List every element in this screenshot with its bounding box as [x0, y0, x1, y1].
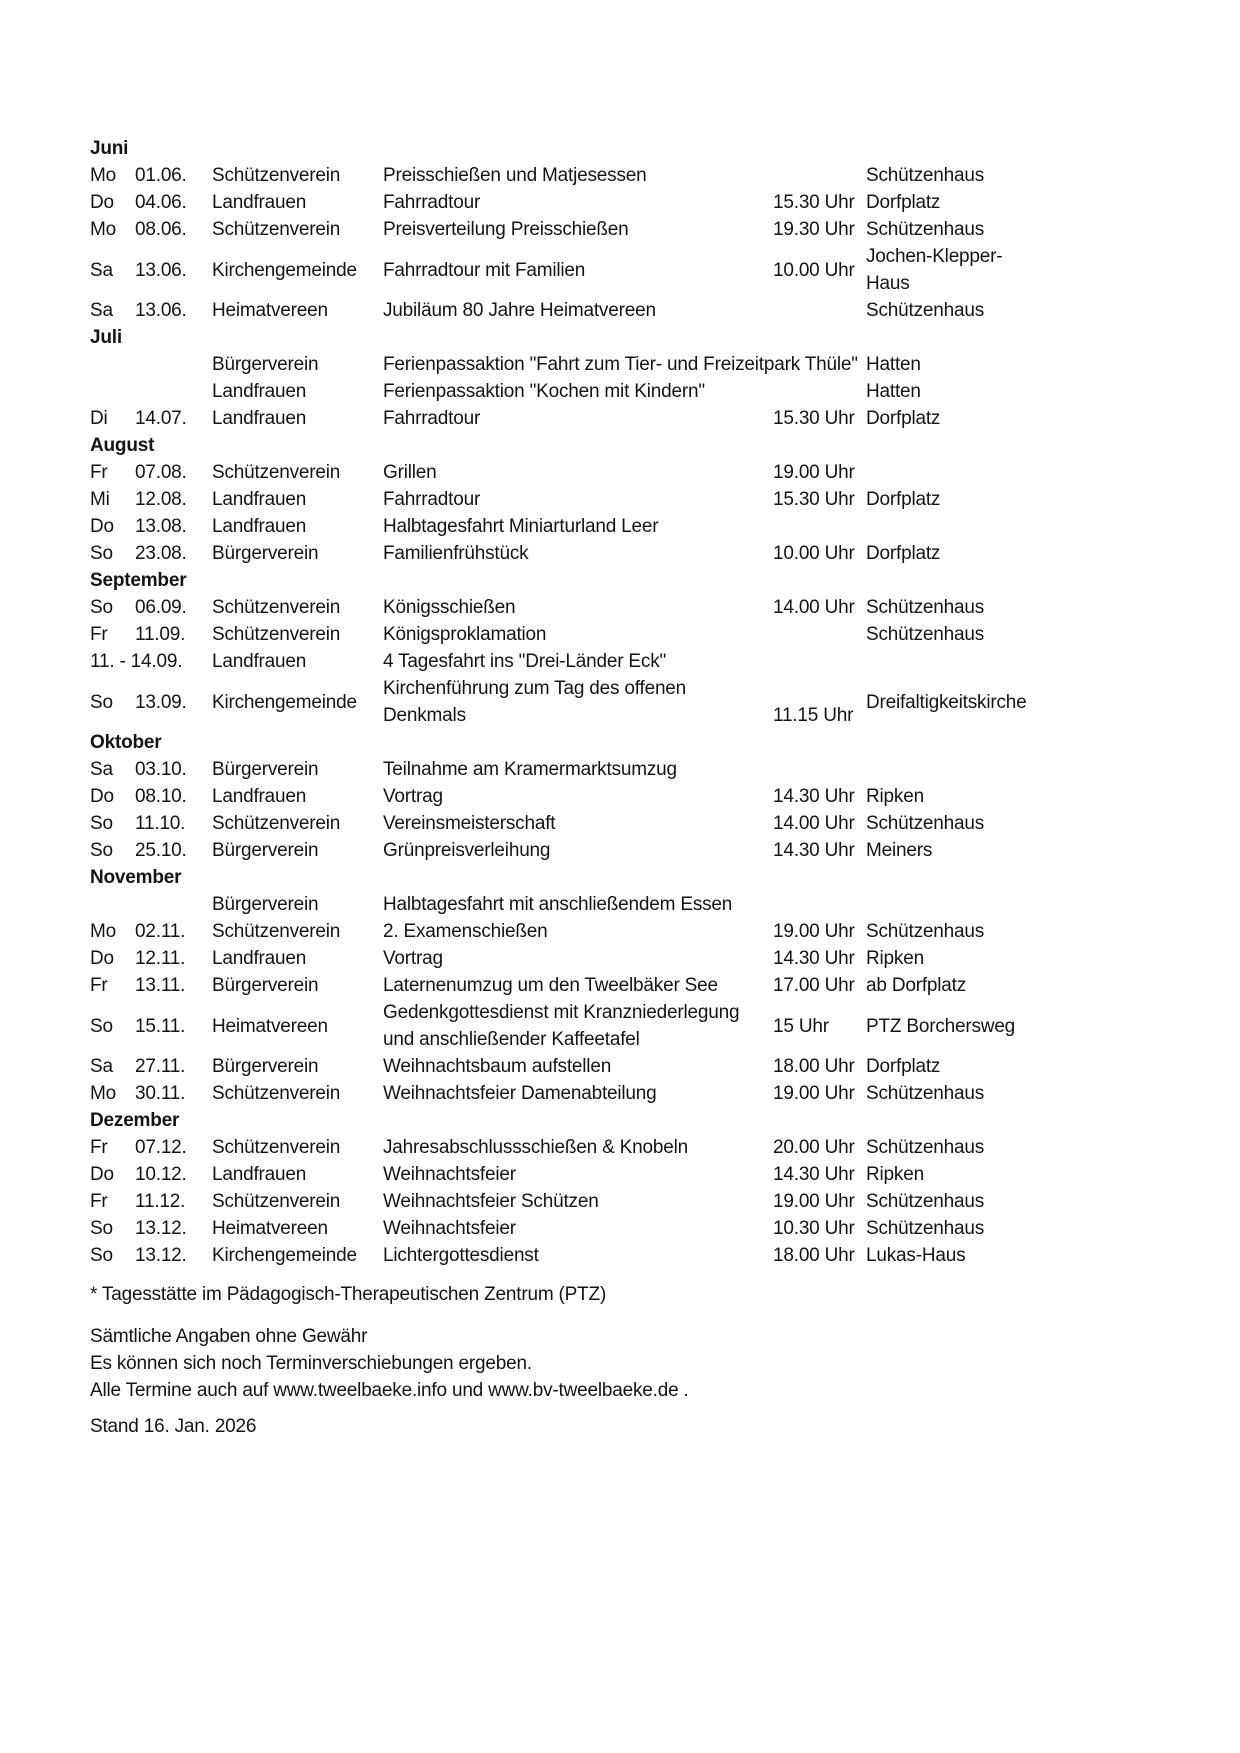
month-header: Dezember [90, 1110, 180, 1131]
date-cell: 15.11. [135, 1015, 186, 1037]
time-cell: 15 Uhr [773, 1015, 829, 1037]
event-cell: Fahrradtour mit Familien [383, 259, 586, 281]
event-row [90, 216, 1031, 243]
time-cell: 18.00 Uhr [773, 1056, 855, 1077]
weekday-cell: Do [90, 948, 114, 969]
weekday-cell: Do [90, 786, 114, 807]
date-cell: 01.06. [135, 165, 187, 186]
weekday-cell: Fr [90, 1191, 108, 1212]
event-cell: Jahresabschlussschießen & Knobeln [383, 1137, 688, 1158]
organizer-cell: Schützenverein [212, 165, 341, 186]
event-row [90, 810, 1031, 837]
month-header: Oktober [90, 732, 162, 753]
event-row [90, 378, 1031, 405]
weekday-cell: Fr [90, 1137, 108, 1158]
date-cell: 12.11. [135, 948, 186, 969]
weekday-cell: Mo [90, 165, 116, 186]
event-cell: Fahrradtour [383, 408, 481, 429]
event-cell: Weihnachtsfeier [383, 1218, 516, 1239]
weekday-cell [90, 351, 135, 378]
time-cell: 15.30 Uhr [773, 408, 855, 429]
weekday-cell [90, 891, 135, 918]
event-cell: Königsproklamation [383, 624, 547, 645]
organizer-cell: Landfrauen [212, 192, 307, 213]
event-cell: Grillen [383, 462, 437, 483]
disclaimer-line: Sämtliche Angaben ohne Gewähr [90, 1326, 368, 1347]
organizer-cell: Landfrauen [212, 408, 307, 429]
date-cell: 03.10. [135, 759, 187, 780]
date-cell: 27.11. [135, 1056, 186, 1077]
location-cell: Dorfplatz [866, 489, 941, 510]
month-row [90, 432, 1031, 459]
location-cell: Dorfplatz [866, 543, 941, 564]
month-header: September [90, 570, 187, 591]
date-cell: 23.08. [135, 543, 187, 564]
event-cell: Weihnachtsfeier Schützen [383, 1191, 599, 1212]
organizer-cell: Schützenverein [212, 462, 341, 483]
organizer-cell: Kirchengemeinde [212, 259, 357, 281]
date-cell: 06.09. [135, 597, 187, 618]
weekday-cell: So [90, 1218, 113, 1239]
location-cell: Hatten [866, 381, 921, 402]
location-cell [866, 891, 1031, 918]
date-cell: 08.06. [135, 219, 187, 240]
weekday-cell: So [90, 1015, 113, 1037]
location-cell: Ripken [866, 948, 924, 969]
event-row [90, 648, 1031, 675]
weekday-cell: Fr [90, 462, 108, 483]
disclaimer-line: Alle Termine auch auf www.tweelbaeke.info und www.bv-tweelbaeke.de . [90, 1380, 689, 1401]
organizer-cell: Schützenverein [212, 921, 341, 942]
month-row [90, 567, 1031, 594]
event-cell: Halbtagesfahrt Miniarturland Leer [383, 516, 659, 537]
weekday-cell [90, 378, 135, 405]
organizer-cell: Bürgerverein [212, 759, 319, 780]
organizer-cell: Schützenverein [212, 1083, 341, 1104]
time-cell: 14.30 Uhr [773, 840, 855, 861]
organizer-cell: Schützenverein [212, 219, 341, 240]
time-cell: 17.00 Uhr [773, 975, 855, 996]
month-header: Juli [90, 327, 122, 348]
location-cell: Schützenhaus [866, 921, 985, 942]
weekday-cell: Sa [90, 300, 113, 321]
event-cell: Preisverteilung Preisschießen [383, 219, 629, 240]
organizer-cell: Bürgerverein [212, 894, 319, 915]
time-cell: 14.30 Uhr [773, 1164, 855, 1185]
event-row [90, 621, 1031, 648]
weekday-cell: Di [90, 408, 108, 429]
date-cell: 14.07. [135, 408, 187, 429]
date-cell: 10.12. [135, 1164, 187, 1185]
event-row [90, 351, 1031, 378]
month-row [90, 729, 1031, 756]
time-cell: 10.00 Uhr [773, 259, 855, 281]
date-cell: 07.12. [135, 1137, 187, 1158]
weekday-cell: Fr [90, 624, 108, 645]
date-cell: 02.11. [135, 921, 186, 942]
event-row [90, 1188, 1031, 1215]
event-row [90, 1134, 1031, 1161]
stand-date: Stand 16. Jan. 2026 [90, 1416, 257, 1437]
weekday-cell: Do [90, 516, 114, 537]
event-cell: Weihnachtsfeier [383, 1164, 516, 1185]
event-row [90, 675, 1031, 729]
time-cell: 20.00 Uhr [773, 1137, 855, 1158]
organizer-cell: Landfrauen [212, 1164, 307, 1185]
event-row [90, 162, 1031, 189]
location-cell: PTZ Borchersweg [866, 1015, 1016, 1037]
weekday-cell: So [90, 840, 113, 861]
date-cell: 13.12. [135, 1245, 187, 1266]
date-cell: 13.11. [135, 975, 186, 996]
organizer-cell: Heimatvereen [212, 1015, 328, 1037]
date-cell [135, 378, 212, 405]
event-row [90, 459, 1031, 486]
location-cell [866, 513, 1031, 540]
event-cell: 4 Tagesfahrt ins "Drei-Länder Eck" [383, 651, 667, 672]
location-cell [866, 459, 1031, 486]
time-cell: 14.30 Uhr [773, 948, 855, 969]
date-cell: 11.10. [135, 813, 186, 834]
organizer-cell: Heimatvereen [212, 1218, 328, 1239]
weekday-cell: Fr [90, 975, 108, 996]
organizer-cell: Kirchengemeinde [212, 1245, 357, 1266]
organizer-cell: Bürgerverein [212, 840, 319, 861]
event-row [90, 405, 1031, 432]
organizer-cell: Landfrauen [212, 651, 307, 672]
event-row [90, 999, 1031, 1053]
location-cell: Schützenhaus [866, 1218, 985, 1239]
location-cell: ab Dorfplatz [866, 975, 967, 996]
date-cell: 13.09. [135, 691, 187, 713]
time-cell: 14.30 Uhr [773, 786, 855, 807]
month-header: November [90, 867, 182, 888]
time-cell: 11.15 Uhr [773, 705, 854, 726]
event-cell: Vereinsmeisterschaft [383, 813, 556, 834]
location-cell: Jochen-Klepper- Haus [866, 246, 1003, 294]
location-cell: Ripken [866, 786, 924, 807]
event-cell: Lichtergottesdienst [383, 1245, 539, 1266]
time-cell: 18.00 Uhr [773, 1245, 855, 1266]
event-cell: Weihnachtsfeier Damenabteilung [383, 1083, 657, 1104]
event-cell: Fahrradtour [383, 192, 481, 213]
event-cell: Königsschießen [383, 597, 516, 618]
time-cell: 14.00 Uhr [773, 597, 855, 618]
time-cell: 15.30 Uhr [773, 192, 855, 213]
event-row [90, 783, 1031, 810]
event-cell: Vortrag [383, 948, 443, 969]
organizer-cell: Schützenverein [212, 1191, 341, 1212]
date-cell: 13.06. [135, 300, 187, 321]
date-cell: 11.12. [135, 1191, 186, 1212]
event-cell: Halbtagesfahrt mit anschließendem Essen [383, 894, 733, 915]
event-row [90, 1242, 1031, 1269]
weekday-cell: So [90, 1245, 113, 1266]
location-cell: Hatten [866, 354, 921, 375]
organizer-cell: Landfrauen [212, 516, 307, 537]
organizer-cell: Heimatvereen [212, 300, 328, 321]
month-header: Juni [90, 138, 129, 159]
date-cell [135, 351, 212, 378]
event-cell: Gedenkgottesdienst mit Kranzniederlegung und anschließender Kaffeetafel [383, 1002, 740, 1050]
location-cell: Ripken [866, 1164, 924, 1185]
organizer-cell: Schützenverein [212, 813, 341, 834]
location-cell: Schützenhaus [866, 813, 985, 834]
location-cell: Schützenhaus [866, 1191, 985, 1212]
event-row [90, 1215, 1031, 1242]
event-row [90, 1080, 1031, 1107]
organizer-cell: Schützenverein [212, 1137, 341, 1158]
event-cell: Familienfrühstück [383, 543, 529, 564]
organizer-cell: Kirchengemeinde [212, 691, 357, 713]
location-cell: Schützenhaus [866, 300, 985, 321]
event-row [90, 189, 1031, 216]
time-cell: 10.00 Uhr [773, 543, 855, 564]
weekday-cell: Do [90, 192, 114, 213]
organizer-cell: Landfrauen [212, 948, 307, 969]
time-cell: 19.00 Uhr [773, 462, 855, 483]
event-row [90, 486, 1031, 513]
weekday-cell: So [90, 543, 113, 564]
event-cell: Ferienpassaktion "Fahrt zum Tier- und Freizeitpark Thüle" [383, 354, 858, 375]
location-cell: Meiners [866, 840, 933, 861]
location-cell: Dorfplatz [866, 192, 941, 213]
date-cell [135, 891, 212, 918]
event-cell: Jubiläum 80 Jahre Heimatvereen [383, 300, 656, 321]
date-cell: 11.09. [135, 624, 186, 645]
event-row [90, 513, 1031, 540]
weekday-cell: Sa [90, 759, 113, 780]
event-cell: Teilnahme am Kramermarktsumzug [383, 759, 677, 780]
event-row [90, 945, 1031, 972]
event-cell: Weihnachtsbaum aufstellen [383, 1056, 612, 1077]
event-row [90, 918, 1031, 945]
weekday-cell: Do [90, 1164, 114, 1185]
ptz-footnote: * Tagesstätte im Pädagogisch-Therapeutischen Zentrum (PTZ) [90, 1284, 607, 1305]
time-cell: 10.30 Uhr [773, 1218, 855, 1239]
organizer-cell: Schützenverein [212, 597, 341, 618]
location-cell: Dreifaltigkeitskirche [866, 691, 1027, 713]
organizer-cell: Bürgerverein [212, 1056, 319, 1077]
event-row [90, 972, 1031, 999]
month-row [90, 324, 1031, 351]
organizer-cell: Bürgerverein [212, 543, 319, 564]
event-row [90, 243, 1031, 297]
location-cell: Lukas-Haus [866, 1245, 966, 1266]
event-row [90, 756, 1031, 783]
location-cell: Schützenhaus [866, 624, 985, 645]
event-cell: 2. Examenschießen [383, 921, 548, 942]
time-cell: 14.00 Uhr [773, 813, 855, 834]
organizer-cell: Bürgerverein [212, 975, 319, 996]
weekday-cell: Sa [90, 1056, 113, 1077]
time-cell: 19.00 Uhr [773, 1191, 855, 1212]
weekday-cell: Mo [90, 921, 116, 942]
organizer-cell: Landfrauen [212, 786, 307, 807]
weekday-cell: So [90, 813, 113, 834]
date-cell: 08.10. [135, 786, 187, 807]
organizer-cell: Bürgerverein [212, 354, 319, 375]
date-cell: 13.08. [135, 516, 187, 537]
location-cell: Schützenhaus [866, 1083, 985, 1104]
organizer-cell: Landfrauen [212, 489, 307, 510]
location-cell: Schützenhaus [866, 1137, 985, 1158]
month-header: August [90, 435, 155, 456]
event-row [90, 837, 1031, 864]
schedule-table-body [90, 135, 1031, 1269]
date-cell: 12.08. [135, 489, 187, 510]
weekday-cell: Mi [90, 489, 110, 510]
organizer-cell: Landfrauen [212, 381, 307, 402]
disclaimer-line: Es können sich noch Terminverschiebungen ergeben. [90, 1353, 532, 1374]
event-row [90, 1053, 1031, 1080]
disclaimer-block [90, 1323, 1180, 1404]
location-cell: Dorfplatz [866, 1056, 941, 1077]
date-cell: 07.08. [135, 462, 187, 483]
event-cell: Ferienpassaktion "Kochen mit Kindern" [383, 381, 705, 402]
location-cell [866, 648, 1031, 675]
event-row [90, 891, 1031, 918]
event-cell: Preisschießen und Matjesessen [383, 165, 647, 186]
time-cell: 19.30 Uhr [773, 219, 855, 240]
event-row [90, 540, 1031, 567]
date-cell: 30.11. [135, 1083, 186, 1104]
time-cell: 15.30 Uhr [773, 489, 855, 510]
location-cell: Dorfplatz [866, 408, 941, 429]
month-row [90, 135, 1031, 162]
organizer-cell: Schützenverein [212, 624, 341, 645]
event-row [90, 1161, 1031, 1188]
location-cell [866, 756, 1031, 783]
month-row [90, 1107, 1031, 1134]
time-cell: 19.00 Uhr [773, 1083, 855, 1104]
event-cell: Grünpreisverleihung [383, 840, 551, 861]
event-row [90, 594, 1031, 621]
weekday-cell: Sa [90, 259, 113, 281]
event-cell: Kirchenführung zum Tag des offenen Denkmals [383, 678, 687, 726]
weekday-cell: Mo [90, 1083, 116, 1104]
weekday-cell: Mo [90, 219, 116, 240]
month-row [90, 864, 1031, 891]
date-cell: 13.06. [135, 259, 187, 281]
date-range-cell: 11. - 14.09. [90, 651, 183, 672]
event-row [90, 297, 1031, 324]
location-cell: Schützenhaus [866, 165, 985, 186]
date-cell: 04.06. [135, 192, 187, 213]
event-cell: Laternenumzug um den Tweelbäker See [383, 975, 718, 996]
location-cell: Schützenhaus [866, 597, 985, 618]
schedule-table [90, 135, 1031, 1269]
date-cell: 25.10. [135, 840, 187, 861]
weekday-cell: So [90, 691, 113, 713]
weekday-cell: So [90, 597, 113, 618]
time-cell: 19.00 Uhr [773, 921, 855, 942]
location-cell: Schützenhaus [866, 219, 985, 240]
date-cell: 13.12. [135, 1218, 187, 1239]
event-cell: Fahrradtour [383, 489, 481, 510]
event-cell: Vortrag [383, 786, 443, 807]
